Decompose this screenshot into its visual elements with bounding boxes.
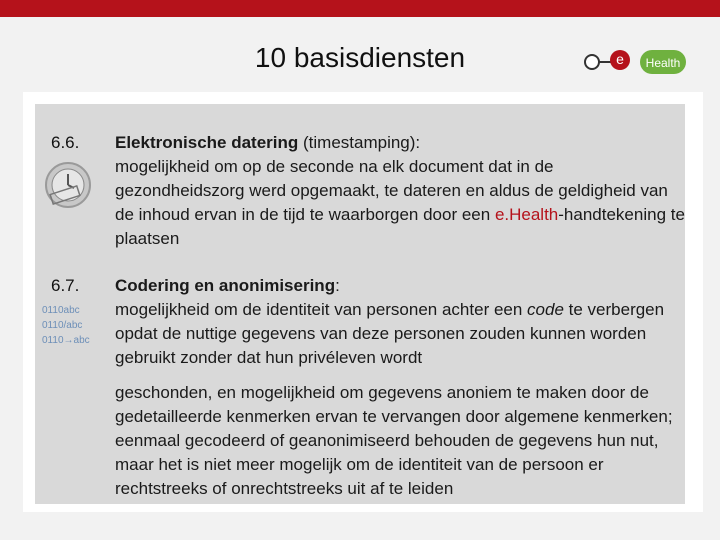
item-text [115,274,685,370]
item-body-cont: te verbergen opdat de nuttige gegevens van deze personen zouden kunnen worden gebruikt zonder dat hun privéleven wordt [115,300,665,367]
item-body-end: -handtekening te plaatsen [115,205,685,248]
item-body-italic: code [527,300,564,319]
item-heading [115,131,685,155]
item-heading-rest: (timestamping): [298,133,421,152]
item-body: mogelijkheid om de identiteit van personen achter een [115,300,528,319]
logo-word: Health [645,56,681,70]
code-line: 0110abc [42,305,80,316]
item-heading-rest: : [335,276,340,295]
clock-stamp-icon [43,160,93,210]
code-line: 0110/abc [42,320,83,331]
binary-code-icon [40,300,96,348]
item-number: 6.7. [51,276,80,295]
ehealth-link[interactable]: e.Health [494,205,559,224]
item-number: 6.6. [51,133,80,152]
item-text [115,131,685,251]
top-accent-bar [0,0,720,17]
code-line: 0110→abc [42,335,90,346]
logo-letter: e [616,51,624,67]
item-heading [115,274,685,298]
item-body: mogelijkheid om op de seconde na elk document dat in de gezondheidszorg werd opgemaakt, te dateren en aldus de geldigheid van de inhoud ervan in de tijd te waarborgen door een [115,157,668,224]
item-heading-bold: Elektronische datering [115,133,299,152]
slide-title: 10 basisdiensten [254,42,466,73]
item-heading-bold: Codering en anonimisering [115,276,336,295]
ehealth-logo-icon [578,46,688,78]
item-body-paragraph: geschonden, en mogelijkheid om gegevens anoniem te maken door de gedetailleerde kenmerken ervan te vervangen door algemene kenmerken; eenmaal gecodeerd of geanonimiseerd behouden de gegevens hun nut, maar het is niet meer mogelijk om de identiteit van de persoon er rechtstreeks of onrechtstreeks uit af te leiden [115,383,673,498]
